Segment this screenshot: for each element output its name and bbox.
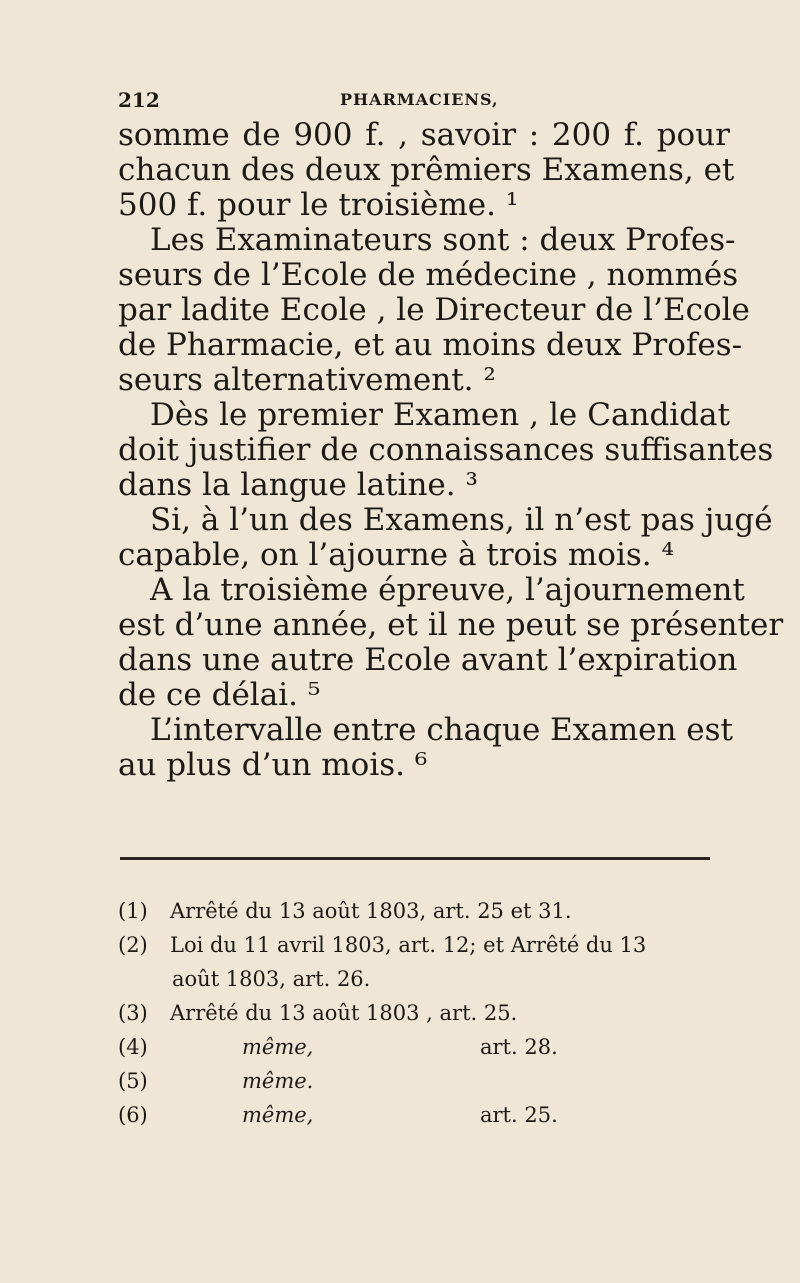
page-header bbox=[118, 88, 712, 112]
footnote-text: Arrêté du 13 août 1803, art. 25 et 31. bbox=[170, 899, 572, 923]
footnote-article: art. 25. bbox=[480, 1103, 558, 1127]
footnote-divider bbox=[120, 857, 710, 860]
footnote-number: (2) bbox=[118, 933, 148, 957]
text-line: seurs alternativement. ² bbox=[118, 362, 496, 398]
page-number: 212 bbox=[118, 88, 160, 112]
footnote-number: (5) bbox=[118, 1069, 148, 1093]
text-line: seurs de l’Ecole de médecine , nommés bbox=[118, 257, 739, 293]
text-line: 500 f. pour le troisième. ¹ bbox=[118, 187, 519, 223]
footnote-number: (4) bbox=[118, 1035, 148, 1059]
footnote-number: (6) bbox=[118, 1103, 148, 1127]
text-line: Si, à l’un des Examens, il n’est pas jugé bbox=[150, 502, 773, 538]
main-text bbox=[118, 117, 784, 783]
text-line: au plus d’un mois. ⁶ bbox=[118, 747, 428, 783]
footnote-ibid: même, bbox=[242, 1035, 314, 1059]
text-line: capable, on l’ajourne à trois mois. ⁴ bbox=[118, 537, 674, 573]
footnote-ibid: même. bbox=[242, 1069, 314, 1093]
text-line: de ce délai. ⁵ bbox=[118, 677, 321, 713]
footnote-text: Loi du 11 avril 1803, art. 12; et Arrêté du 13 bbox=[170, 933, 647, 957]
text-line: L’intervalle entre chaque Examen est bbox=[150, 712, 734, 748]
footnote-6 bbox=[118, 1098, 728, 1132]
text-line: dans la langue latine. ³ bbox=[118, 467, 478, 503]
footnote-4 bbox=[118, 1030, 728, 1064]
text-line: A la troisième épreuve, l’ajournement bbox=[150, 572, 745, 608]
footnote-ibid: même, bbox=[242, 1103, 314, 1127]
text-line: est d’une année, et il ne peut se présenter bbox=[118, 607, 784, 643]
footnotes bbox=[118, 894, 728, 1132]
footnote-2 bbox=[118, 928, 728, 962]
footnote-article: art. 28. bbox=[480, 1035, 558, 1059]
footnote-number: (1) bbox=[118, 899, 148, 923]
running-title: PHARMACIENS, bbox=[340, 90, 499, 109]
footnote-3 bbox=[118, 996, 728, 1030]
text-line: Les Examinateurs sont : deux Profes- bbox=[150, 222, 736, 258]
footnote-5 bbox=[118, 1064, 728, 1098]
footnote-text: Arrêté du 13 août 1803 , art. 25. bbox=[170, 1001, 518, 1025]
text-line: dans une autre Ecole avant l’expiration bbox=[118, 642, 738, 678]
text-line: Dès le premier Examen , le Candidat bbox=[150, 397, 730, 433]
footnote-2-continued: août 1803, art. 26. bbox=[172, 967, 371, 991]
text-line: par ladite Ecole , le Directeur de l’Ecole bbox=[118, 292, 750, 328]
footnote-number: (3) bbox=[118, 1001, 148, 1025]
text-line: doit justifier de connaissances suffisantes bbox=[118, 432, 774, 468]
text-line: chacun des deux prêmiers Examens, et bbox=[118, 152, 735, 188]
text-line: somme de 900 f. , savoir : 200 f. pour bbox=[118, 117, 730, 153]
footnote-1 bbox=[118, 894, 728, 928]
text-line: de Pharmacie, et au moins deux Profes- bbox=[118, 327, 743, 363]
